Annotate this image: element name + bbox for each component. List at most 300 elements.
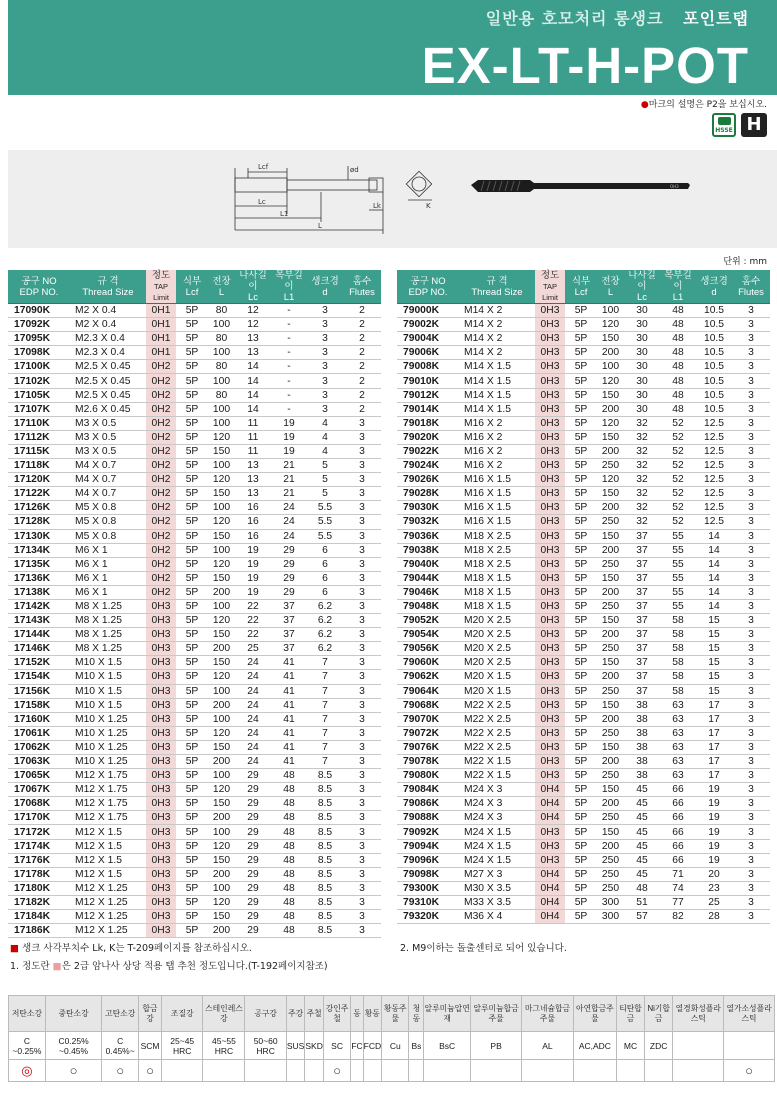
- cell-l1: 52: [660, 416, 696, 430]
- cell-tap-limit: 0H3: [146, 797, 176, 811]
- cell-flutes: 3: [732, 529, 770, 543]
- table-row: [8, 853, 381, 867]
- cell-shank-d: 6: [307, 557, 343, 571]
- cell-flutes: 3: [343, 529, 381, 543]
- cell-edp-no: 17143K: [8, 614, 70, 628]
- cell-shank-d: 23: [696, 881, 732, 895]
- cell-lcf: 5P: [565, 360, 597, 374]
- cell-thread-size: M10 X 1.25: [70, 755, 146, 769]
- cell-flutes: 3: [343, 712, 381, 726]
- cell-shank-d: 6: [307, 543, 343, 557]
- cell-lcf: 5P: [565, 487, 597, 501]
- material-rating: ○: [323, 1060, 350, 1082]
- cell-thread-size: M22 X 2.5: [459, 726, 535, 740]
- cell-thread-size: M20 X 2.5: [459, 628, 535, 642]
- material-header: 황동: [363, 996, 381, 1032]
- cell-lcf: 5P: [565, 515, 597, 529]
- cell-lc: 30: [624, 332, 660, 346]
- cell-lc: 19: [235, 543, 271, 557]
- cell-lcf: 5P: [565, 543, 597, 557]
- cell-lcf: 5P: [565, 783, 597, 797]
- cell-l1: 48: [271, 769, 307, 783]
- material-header: 저탄소강: [9, 996, 46, 1032]
- cell-l1: 19: [271, 430, 307, 444]
- cell-shank-d: 6: [307, 571, 343, 585]
- cell-length-l: 120: [597, 374, 624, 388]
- cell-flutes: 3: [343, 571, 381, 585]
- material-spec: FC: [351, 1032, 363, 1060]
- cell-tap-limit: 0H3: [535, 585, 565, 599]
- cell-flutes: 3: [343, 473, 381, 487]
- cell-thread-size: M8 X 1.25: [70, 628, 146, 642]
- cell-l1: 48: [271, 895, 307, 909]
- cell-l1: -: [271, 360, 307, 374]
- table-row: [8, 515, 381, 529]
- cell-thread-size: M22 X 2.5: [459, 740, 535, 754]
- cell-tap-limit: 0H3: [535, 487, 565, 501]
- table-body: [8, 304, 381, 938]
- cell-flutes: 3: [343, 444, 381, 458]
- material-header: 알루미늄합금주물: [470, 996, 521, 1032]
- cell-length-l: 120: [208, 430, 235, 444]
- cell-lcf: 5P: [565, 839, 597, 853]
- cell-lcf: 5P: [565, 388, 597, 402]
- material-spec: SKD: [305, 1032, 323, 1060]
- cell-edp-no: 79086K: [397, 797, 459, 811]
- cell-thread-size: M24 X 3: [459, 783, 535, 797]
- cell-shank-d: 14: [696, 585, 732, 599]
- table-row: [397, 360, 770, 374]
- cell-tap-limit: 0H3: [535, 529, 565, 543]
- cell-lcf: 5P: [176, 416, 208, 430]
- cell-thread-size: M12 X 1.5: [70, 867, 146, 881]
- table-row: [8, 712, 381, 726]
- cell-lc: 24: [235, 755, 271, 769]
- cell-shank-d: 8.5: [307, 853, 343, 867]
- material-header: 동: [351, 996, 363, 1032]
- cell-edp-no: 17110K: [8, 416, 70, 430]
- cell-lcf: 5P: [176, 924, 208, 938]
- cell-lc: 19: [235, 571, 271, 585]
- material-header: 아연합금주물: [573, 996, 617, 1032]
- cell-lcf: 5P: [565, 374, 597, 388]
- cell-thread-size: M16 X 2: [459, 459, 535, 473]
- cell-lcf: 5P: [176, 698, 208, 712]
- cell-length-l: 250: [597, 515, 624, 529]
- table-row: [397, 783, 770, 797]
- cell-length-l: 200: [597, 712, 624, 726]
- cell-length-l: 250: [597, 867, 624, 881]
- cell-l1: 41: [271, 755, 307, 769]
- table-row: [397, 811, 770, 825]
- cell-flutes: 3: [732, 388, 770, 402]
- cell-thread-size: M12 X 1.75: [70, 811, 146, 825]
- table-row: [8, 698, 381, 712]
- cell-lcf: 5P: [565, 529, 597, 543]
- tap-photo: [471, 180, 690, 192]
- cell-lcf: 5P: [565, 430, 597, 444]
- material-header: 청동: [409, 996, 424, 1032]
- note-center: 2. M9이하는 돌출센터로 되어 있습니다.: [400, 943, 567, 954]
- material-spec: AL: [522, 1032, 573, 1060]
- cell-length-l: 120: [208, 726, 235, 740]
- material-header: 중탄소강: [45, 996, 101, 1032]
- cell-lc: 30: [624, 318, 660, 332]
- cell-edp-no: 79054K: [397, 628, 459, 642]
- header-edp-no: 공구 NO EDP NO.: [397, 270, 459, 304]
- cell-edp-no: 17120K: [8, 473, 70, 487]
- cell-thread-size: M20 X 2.5: [459, 642, 535, 656]
- cell-lcf: 5P: [565, 867, 597, 881]
- cell-lcf: 5P: [176, 910, 208, 924]
- table-row: [397, 726, 770, 740]
- material-header: Ni기합금: [644, 996, 672, 1032]
- cell-length-l: 150: [597, 740, 624, 754]
- cell-flutes: 2: [343, 374, 381, 388]
- cell-lcf: 5P: [565, 416, 597, 430]
- cell-shank-d: 6: [307, 585, 343, 599]
- cell-edp-no: 17180K: [8, 881, 70, 895]
- cell-edp-no: 79022K: [397, 444, 459, 458]
- table-row: [8, 473, 381, 487]
- note-shank: ■ 생크 사각부치수 Lk, K는 T-209페이지를 참조하십시오.: [10, 943, 252, 954]
- cell-shank-d: 15: [696, 656, 732, 670]
- table-row: [397, 430, 770, 444]
- cell-thread-size: M4 X 0.7: [70, 473, 146, 487]
- cell-edp-no: 79046K: [397, 585, 459, 599]
- cell-lc: 30: [624, 402, 660, 416]
- cell-length-l: 150: [597, 783, 624, 797]
- cell-shank-d: 10.5: [696, 318, 732, 332]
- cell-l1: 66: [660, 783, 696, 797]
- cell-shank-d: 10.5: [696, 304, 732, 318]
- table-row: [8, 416, 381, 430]
- cell-flutes: 3: [343, 515, 381, 529]
- table-row: [397, 614, 770, 628]
- cell-length-l: 200: [208, 924, 235, 938]
- cell-flutes: 2: [343, 304, 381, 318]
- cell-shank-d: 19: [696, 839, 732, 853]
- cell-edp-no: 17090K: [8, 304, 70, 318]
- cell-l1: 48: [271, 811, 307, 825]
- cell-flutes: 3: [343, 910, 381, 924]
- material-spec: Bs: [409, 1032, 424, 1060]
- cell-length-l: 300: [597, 895, 624, 909]
- spec-table-right: [397, 270, 770, 924]
- cell-tap-limit: 0H2: [146, 585, 176, 599]
- cell-lcf: 5P: [176, 444, 208, 458]
- cell-length-l: 150: [597, 698, 624, 712]
- cell-lc: 29: [235, 783, 271, 797]
- cell-lc: 38: [624, 698, 660, 712]
- cell-length-l: 250: [597, 459, 624, 473]
- cell-length-l: 100: [208, 599, 235, 613]
- material-rating: [470, 1060, 521, 1082]
- cell-thread-size: M10 X 1.5: [70, 698, 146, 712]
- cell-edp-no: 17105K: [8, 388, 70, 402]
- cell-flutes: 3: [732, 628, 770, 642]
- cell-tap-limit: 0H1: [146, 332, 176, 346]
- cell-edp-no: 17154K: [8, 670, 70, 684]
- cell-edp-no: 17136K: [8, 571, 70, 585]
- cell-thread-size: M16 X 1.5: [459, 487, 535, 501]
- cell-shank-d: 7: [307, 726, 343, 740]
- cell-l1: 71: [660, 867, 696, 881]
- cell-edp-no: 79062K: [397, 670, 459, 684]
- cell-shank-d: 8.5: [307, 769, 343, 783]
- cell-thread-size: M27 X 3: [459, 867, 535, 881]
- d-label: ød: [350, 166, 359, 174]
- cell-l1: 66: [660, 839, 696, 853]
- cell-l1: 19: [271, 444, 307, 458]
- table-row: [397, 318, 770, 332]
- cell-edp-no: 79048K: [397, 599, 459, 613]
- cell-l1: 37: [271, 642, 307, 656]
- cell-l1: 52: [660, 487, 696, 501]
- cell-lcf: 5P: [565, 740, 597, 754]
- table-row: [397, 487, 770, 501]
- cell-edp-no: 17174K: [8, 839, 70, 853]
- cell-flutes: 3: [343, 867, 381, 881]
- cell-length-l: 250: [597, 557, 624, 571]
- cell-lc: 24: [235, 656, 271, 670]
- cell-edp-no: 79068K: [397, 698, 459, 712]
- cell-lc: 24: [235, 698, 271, 712]
- cell-l1: 58: [660, 642, 696, 656]
- cell-thread-size: M3 X 0.5: [70, 416, 146, 430]
- cell-shank-d: 19: [696, 853, 732, 867]
- cell-l1: 55: [660, 571, 696, 585]
- header-banner: [8, 0, 777, 95]
- cell-edp-no: 17158K: [8, 698, 70, 712]
- cell-edp-no: 79040K: [397, 557, 459, 571]
- cell-shank-d: 5: [307, 487, 343, 501]
- page-title: EX-LT-H-POT: [421, 37, 749, 94]
- material-rating: [522, 1060, 573, 1082]
- cell-shank-d: 3: [307, 360, 343, 374]
- cell-lc: 13: [235, 332, 271, 346]
- cell-edp-no: 79028K: [397, 487, 459, 501]
- cell-edp-no: 17186K: [8, 924, 70, 938]
- cell-lcf: 5P: [565, 571, 597, 585]
- cell-length-l: 200: [208, 755, 235, 769]
- cell-flutes: 3: [732, 783, 770, 797]
- cell-l1: 24: [271, 529, 307, 543]
- cell-thread-size: M24 X 3: [459, 811, 535, 825]
- cell-lc: 37: [624, 614, 660, 628]
- cell-length-l: 150: [208, 487, 235, 501]
- cell-thread-size: M5 X 0.8: [70, 501, 146, 515]
- cell-tap-limit: 0H3: [146, 769, 176, 783]
- material-rating: [351, 1060, 363, 1082]
- cell-edp-no: 17092K: [8, 318, 70, 332]
- cell-flutes: 3: [343, 881, 381, 895]
- cell-thread-size: M2 X 0.4: [70, 318, 146, 332]
- pink-square-icon: ■: [52, 961, 62, 972]
- cell-thread-size: M5 X 0.8: [70, 529, 146, 543]
- cell-tap-limit: 0H3: [535, 501, 565, 515]
- cell-thread-size: M14 X 2: [459, 332, 535, 346]
- cell-shank-d: 14: [696, 529, 732, 543]
- cell-tap-limit: 0H3: [535, 388, 565, 402]
- cell-l1: 52: [660, 430, 696, 444]
- cell-lc: 32: [624, 444, 660, 458]
- cell-flutes: 3: [732, 557, 770, 571]
- material-spec: 45~55 HRC: [203, 1032, 245, 1060]
- cell-edp-no: 79008K: [397, 360, 459, 374]
- spec-table-left: [8, 270, 381, 938]
- cell-lcf: 5P: [565, 473, 597, 487]
- cell-lc: 30: [624, 374, 660, 388]
- cell-edp-no: 79084K: [397, 783, 459, 797]
- material-rating: [203, 1060, 245, 1082]
- cell-lc: 30: [624, 346, 660, 360]
- cell-edp-no: 79010K: [397, 374, 459, 388]
- cell-flutes: 2: [343, 402, 381, 416]
- cell-lc: 37: [624, 628, 660, 642]
- material-header: 열가소성플라스틱: [724, 996, 775, 1032]
- cell-shank-d: 12.5: [696, 459, 732, 473]
- cell-shank-d: 12.5: [696, 444, 732, 458]
- cell-shank-d: 8.5: [307, 783, 343, 797]
- cell-lcf: 5P: [565, 769, 597, 783]
- cell-l1: 66: [660, 797, 696, 811]
- cell-lc: 24: [235, 684, 271, 698]
- cell-flutes: 3: [732, 769, 770, 783]
- cell-length-l: 150: [597, 487, 624, 501]
- cell-tap-limit: 0H3: [146, 670, 176, 684]
- table-row: [8, 670, 381, 684]
- cell-edp-no: 17100K: [8, 360, 70, 374]
- cell-shank-d: 8.5: [307, 895, 343, 909]
- cell-l1: 48: [660, 388, 696, 402]
- cell-shank-d: 3: [307, 346, 343, 360]
- table-row: [8, 895, 381, 909]
- table-row: [397, 825, 770, 839]
- cell-l1: -: [271, 346, 307, 360]
- cell-shank-d: 19: [696, 783, 732, 797]
- cell-lc: 37: [624, 599, 660, 613]
- material-header: 합금강: [139, 996, 162, 1032]
- header-edp-no: 공구 NO EDP NO.: [8, 270, 70, 304]
- cell-tap-limit: 0H2: [146, 557, 176, 571]
- cell-shank-d: 7: [307, 740, 343, 754]
- cell-l1: 82: [660, 910, 696, 924]
- cell-lcf: 5P: [565, 910, 597, 924]
- cell-lc: 29: [235, 769, 271, 783]
- cell-thread-size: M22 X 1.5: [459, 769, 535, 783]
- cell-thread-size: M12 X 1.25: [70, 924, 146, 938]
- cell-lc: 29: [235, 839, 271, 853]
- cell-flutes: 3: [343, 416, 381, 430]
- cell-lc: 30: [624, 388, 660, 402]
- cell-l1: 52: [660, 459, 696, 473]
- cell-edp-no: 79096K: [397, 853, 459, 867]
- material-spec: ZDC: [644, 1032, 672, 1060]
- cell-flutes: 3: [732, 614, 770, 628]
- cell-flutes: 2: [343, 318, 381, 332]
- material-spec: C0.25% ~0.45%: [45, 1032, 101, 1060]
- unit-label: 단위 : mm: [723, 257, 767, 267]
- cell-flutes: 3: [343, 585, 381, 599]
- cell-shank-d: 17: [696, 712, 732, 726]
- cell-flutes: 3: [732, 740, 770, 754]
- table-row: [397, 416, 770, 430]
- material-header: 강인주철: [323, 996, 350, 1032]
- cell-tap-limit: 0H3: [146, 755, 176, 769]
- table-row: [8, 881, 381, 895]
- h-badge-icon: H: [741, 113, 767, 137]
- table-row: [8, 599, 381, 613]
- table-row: [8, 304, 381, 318]
- cell-edp-no: 17068K: [8, 797, 70, 811]
- cell-shank-d: 3: [307, 402, 343, 416]
- cell-flutes: 3: [343, 783, 381, 797]
- cell-flutes: 3: [343, 698, 381, 712]
- cell-shank-d: 6.2: [307, 628, 343, 642]
- cell-flutes: 3: [343, 684, 381, 698]
- cell-l1: 58: [660, 670, 696, 684]
- cell-lc: 38: [624, 769, 660, 783]
- cell-l1: 41: [271, 656, 307, 670]
- cell-flutes: 2: [343, 388, 381, 402]
- header-length-l: 전장 L: [208, 270, 235, 304]
- cell-lcf: 5P: [565, 825, 597, 839]
- cell-length-l: 100: [208, 684, 235, 698]
- cell-lc: 24: [235, 726, 271, 740]
- cell-tap-limit: 0H3: [535, 374, 565, 388]
- cell-tap-limit: 0H3: [535, 402, 565, 416]
- cell-flutes: 2: [343, 360, 381, 374]
- material-header: 스테인레스강: [203, 996, 245, 1032]
- cell-shank-d: 4: [307, 430, 343, 444]
- cell-lcf: 5P: [176, 712, 208, 726]
- cell-lc: 13: [235, 487, 271, 501]
- cell-flutes: 3: [732, 599, 770, 613]
- cell-lcf: 5P: [565, 557, 597, 571]
- cell-length-l: 120: [208, 473, 235, 487]
- cell-flutes: 3: [732, 346, 770, 360]
- cell-shank-d: 10.5: [696, 374, 732, 388]
- cell-lcf: 5P: [176, 374, 208, 388]
- header-lc: 나사길이 Lc: [235, 270, 271, 304]
- table-row: [397, 571, 770, 585]
- cell-length-l: 200: [597, 585, 624, 599]
- cell-lc: 22: [235, 614, 271, 628]
- cell-lcf: 5P: [565, 332, 597, 346]
- cell-tap-limit: 0H3: [146, 712, 176, 726]
- l1-label: L1: [280, 210, 289, 218]
- cell-thread-size: M14 X 2: [459, 346, 535, 360]
- cell-length-l: 250: [597, 599, 624, 613]
- cell-lcf: 5P: [176, 769, 208, 783]
- cell-l1: 66: [660, 853, 696, 867]
- cell-shank-d: 6.2: [307, 599, 343, 613]
- cell-tap-limit: 0H3: [146, 895, 176, 909]
- cell-length-l: 150: [208, 529, 235, 543]
- cell-lcf: 5P: [176, 585, 208, 599]
- cell-flutes: 3: [732, 684, 770, 698]
- cell-flutes: 2: [343, 346, 381, 360]
- cell-tap-limit: 0H2: [146, 487, 176, 501]
- cell-length-l: 120: [597, 416, 624, 430]
- table-row: [8, 726, 381, 740]
- cell-lcf: 5P: [565, 811, 597, 825]
- cell-flutes: 3: [343, 614, 381, 628]
- cell-l1: 66: [660, 825, 696, 839]
- cell-l1: 55: [660, 557, 696, 571]
- cell-length-l: 100: [208, 881, 235, 895]
